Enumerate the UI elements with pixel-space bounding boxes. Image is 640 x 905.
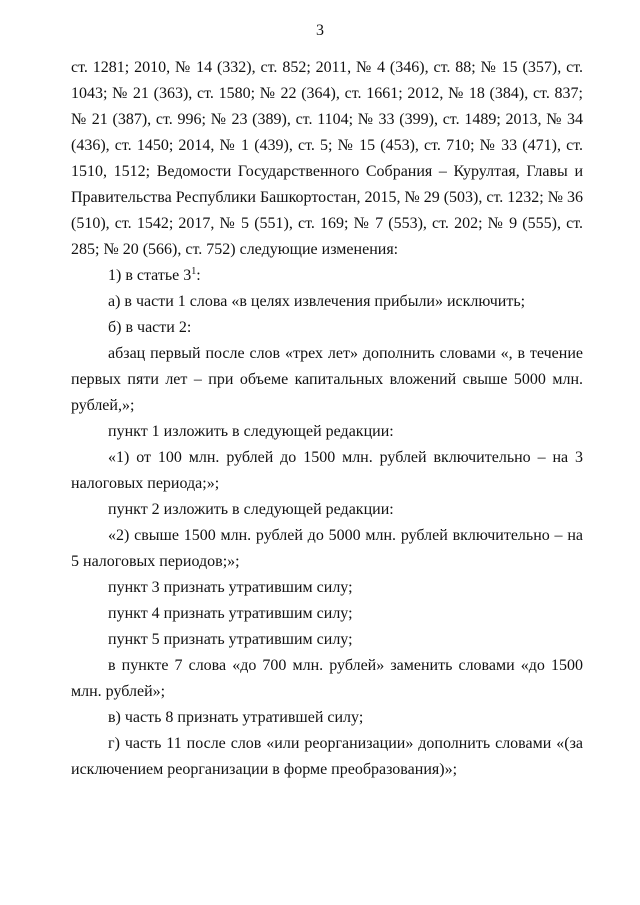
point-1-text: «1) от 100 млн. рублей до 1500 млн. рублей включительно – на 3 налоговых периода;»; xyxy=(71,449,583,492)
item-1-paragraph xyxy=(71,263,583,289)
continuation-paragraph: ст. 1281; 2010, № 14 (332), ст. 852; 2011, № 4 (346), ст. 88; № 15 (357), ст. 1043; № 21 (363), ст. 1580; № 22 (364), ст. 1661; 2012, № 18 (384), ст. 837; № 21 (387), ст. 996; № 23 (389), ст. 1104; № 33 (399), ст. 1489; 2013, № 34 (436), ст. 1450; 2014, № 1 (439), ст. 5; № 15 (453), ст. 710; № 33 (471), ст. 1510, 1512; Ведомости Государственного Собрания – Курултая, Главы и Правительства Республики Башкортостан, 2015, № 29 (503), ст. 1232; № 36 (510), ст. 1542; 2017, № 5 (551), ст. 169; № 7 (553), ст. 202; № 9 (555), ст. 285; № 20 (566), ст. 752) следующие изменения: xyxy=(71,59,583,258)
item-1-text: 1) в статье 3 xyxy=(108,267,192,284)
point-1-intro: пункт 1 изложить в следующей редакции: xyxy=(108,423,394,440)
item-a-paragraph: а) в части 1 слова «в целях извлечения прибыли» исключить; xyxy=(108,293,526,310)
abzac-paragraph: абзац первый после слов «трех лет» дополнить словами «, в течение первых пяти лет – при объеме капитальных вложений свыше 5000 млн. рублей,»; xyxy=(71,345,583,414)
item-b-paragraph: б) в части 2: xyxy=(108,319,192,336)
point-3-paragraph: пункт 3 признать утратившим силу; xyxy=(108,579,353,596)
point-4-paragraph: пункт 4 признать утратившим силу; xyxy=(108,605,353,622)
point-5-paragraph: пункт 5 признать утратившим силу; xyxy=(108,631,353,648)
page-number: 3 xyxy=(316,22,324,39)
item-g-paragraph: г) часть 11 после слов «или реорганизации» дополнить словами «(за исключением реорганизации в форме преобразования)»; xyxy=(71,735,583,778)
point-7-paragraph: в пункте 7 слова «до 700 млн. рублей» заменить словами «до 1500 млн. рублей»; xyxy=(71,657,583,700)
point-2-text: «2) свыше 1500 млн. рублей до 5000 млн. рублей включительно – на 5 налоговых периодов;»; xyxy=(71,527,583,570)
item-v-paragraph: в) часть 8 признать утратившей силу; xyxy=(108,709,364,726)
document-body xyxy=(71,55,583,783)
item-1-superscript: 1 xyxy=(191,266,197,277)
point-2-intro: пункт 2 изложить в следующей редакции: xyxy=(108,501,394,518)
item-1-suffix: : xyxy=(196,267,201,284)
